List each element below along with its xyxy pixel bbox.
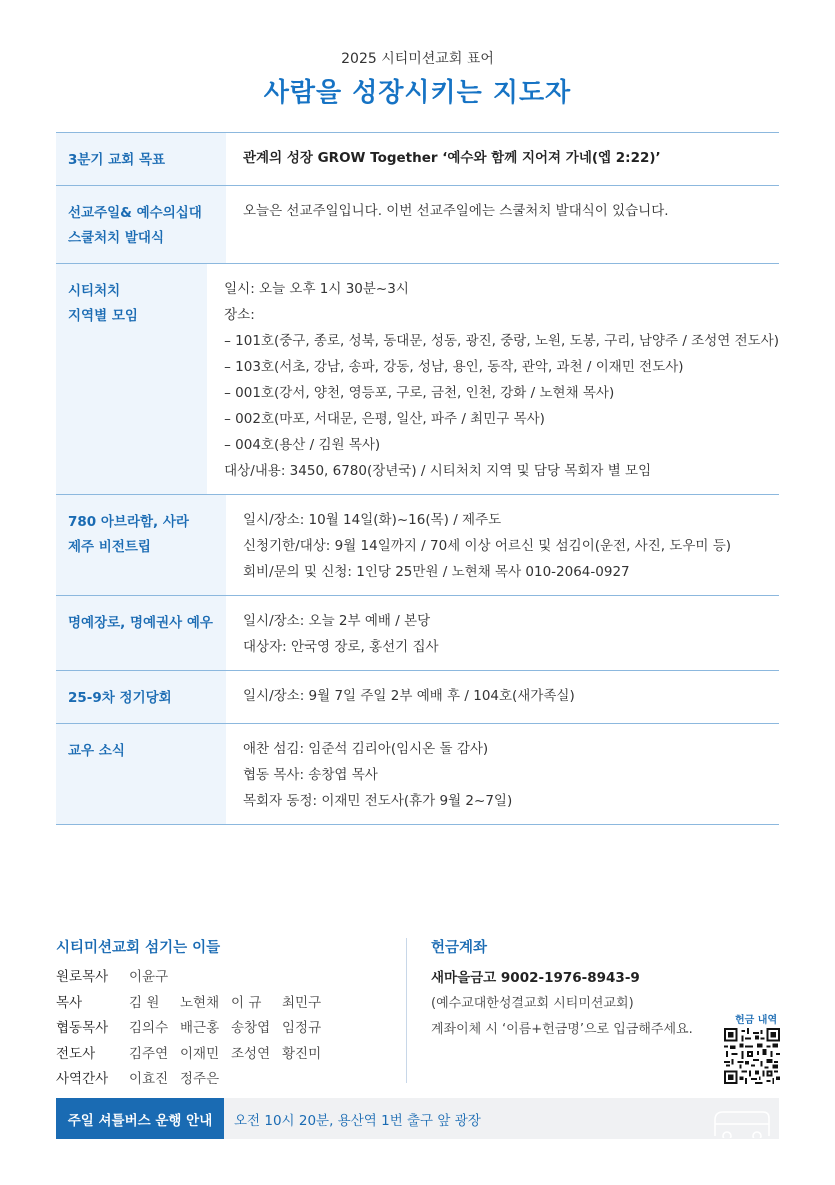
shuttle-label: 주일 셔틀버스 운행 안내 [56, 1098, 224, 1139]
staff-list [56, 965, 396, 1093]
row-label [56, 495, 226, 595]
staff-name: 김 원 [129, 994, 160, 1011]
row-content-line: 애찬 섬김: 임준석 김리아(임시온 돌 감사) [243, 741, 489, 757]
row-content-line: 대상/내용: 3450, 6780(장년국) / 시티처치 지역 및 담당 목회자 별 모임 [224, 463, 652, 479]
staff-row [56, 965, 396, 991]
account-holder: (예수교대한성결교회 시티미션교회) [431, 996, 634, 1011]
shuttle-banner [56, 1098, 779, 1139]
staff-name: 이효진 [129, 1071, 169, 1087]
staff-names [129, 1016, 333, 1042]
offering-section [431, 936, 781, 1043]
staff-role: 사역간사 [56, 1071, 109, 1087]
row-label [56, 264, 207, 494]
row-content-line: 장소: [224, 307, 255, 323]
staff-row [56, 1016, 396, 1042]
qr-code-icon[interactable] [724, 1028, 780, 1084]
table-row [56, 596, 779, 671]
row-label-line: 스쿨처치 발대식 [68, 230, 164, 246]
staff-role: 협동목사 [56, 1020, 109, 1036]
staff-names [129, 965, 180, 991]
row-content [226, 671, 779, 723]
row-content-line: – 103호(서초, 강남, 송파, 강동, 성남, 용인, 동작, 관악, 과천 / 이재민 전도사) [224, 359, 684, 375]
row-content-line: 목회자 동정: 이재민 전도사(휴가 9월 2~7일) [243, 793, 513, 809]
table-row [56, 724, 779, 825]
row-label-line: 시티처치 [68, 283, 121, 299]
row-label [56, 671, 226, 723]
row-content [226, 495, 779, 595]
row-label [56, 724, 226, 824]
account-number: 새마을금고 9002-1976-8943-9 [431, 970, 640, 986]
row-content-line: 관계의 성장 GROW Together ‘예수와 함께 지어져 가네(엡 2:22)’ [243, 150, 661, 166]
motto-caption: 2025 시티미션교회 표어 [341, 51, 494, 67]
row-content [207, 264, 779, 494]
row-content-line: – 002호(마포, 서대문, 은평, 일산, 파주 / 최민구 목사) [224, 411, 545, 427]
bus-icon [711, 1106, 773, 1138]
staff-name: 정주은 [180, 1071, 220, 1087]
footer-divider [406, 938, 407, 1083]
table-row [56, 264, 779, 495]
staff-role: 원로목사 [56, 969, 109, 985]
staff-name: 이재민 [180, 1045, 220, 1062]
transfer-note: 계좌이체 시 ‘이름+헌금명’으로 입금해주세요. [431, 1022, 693, 1037]
staff-name: 송창엽 [231, 1020, 271, 1036]
row-content [226, 186, 779, 263]
row-label [56, 596, 226, 670]
row-content-line: – 101호(중구, 종로, 성북, 동대문, 성동, 광진, 중랑, 노원, 도봉, 구리, 남양주 / 조성연 전도사) [224, 333, 779, 349]
row-label-line: 교우 소식 [68, 743, 125, 759]
table-row [56, 133, 779, 186]
staff-row [56, 991, 396, 1017]
row-content-line: 대상자: 안국영 장로, 홍선기 집사 [243, 639, 439, 655]
shuttle-info: 오전 10시 20분, 용산역 1번 출구 앞 광장 [234, 1112, 481, 1129]
row-content-line: 회비/문의 및 신청: 1인당 25만원 / 노현채 목사 010-2064-0927 [243, 564, 630, 580]
staff-names [129, 1042, 333, 1068]
row-content-line: 오늘은 선교주일입니다. 이번 선교주일에는 스쿨처치 발대식이 있습니다. [243, 203, 669, 219]
row-content-line: 일시: 오늘 오후 1시 30분~3시 [224, 281, 409, 297]
row-label-line: 25-9차 정기당회 [68, 690, 172, 706]
row-content-line: 일시/장소: 10월 14일(화)~16(목) / 제주도 [243, 512, 502, 528]
row-content [226, 133, 779, 185]
row-content-line: 일시/장소: 오늘 2부 예배 / 본당 [243, 613, 431, 629]
row-content [226, 596, 779, 670]
row-content-line: – 004호(용산 / 김원 목사) [224, 437, 381, 453]
row-label [56, 186, 226, 263]
row-content-line: 일시/장소: 9월 7일 주일 2부 예배 후 / 104호(새가족실) [243, 688, 575, 704]
staff-row [56, 1067, 396, 1093]
staff-section [56, 936, 396, 1093]
page-title: 사람을 성장시키는 지도자 [263, 78, 572, 108]
staff-name: 최민구 [282, 994, 322, 1011]
staff-row [56, 1042, 396, 1068]
row-label-line: 3분기 교회 목표 [68, 152, 166, 168]
staff-title: 시티미션교회 섬기는 이들 [56, 940, 221, 956]
table-row [56, 671, 779, 724]
offering-title: 헌금계좌 [431, 940, 488, 956]
row-content [226, 724, 779, 824]
staff-role: 전도사 [56, 1045, 96, 1062]
staff-role: 목사 [56, 994, 83, 1011]
staff-name: 배근홍 [180, 1020, 220, 1036]
table-row [56, 495, 779, 596]
row-label-line: 780 아브라함, 사라 [68, 514, 189, 530]
staff-names [129, 1067, 231, 1093]
staff-name: 김주연 [129, 1045, 169, 1062]
table-row [56, 186, 779, 264]
row-label-line: 지역별 모임 [68, 308, 138, 324]
staff-name: 김의수 [129, 1020, 169, 1036]
announcements-table [56, 132, 779, 825]
row-content-line: 신청기한/대상: 9월 14일까지 / 70세 이상 어르신 및 섬김이(운전, 사진, 도우미 등) [243, 538, 732, 554]
qr-label: 헌금 내역 [735, 1015, 778, 1026]
staff-name: 조성연 [231, 1045, 271, 1062]
row-label [56, 133, 226, 185]
staff-name: 노현채 [180, 994, 220, 1011]
row-label-line: 선교주일& 예수의십대 [68, 205, 202, 221]
staff-name: 황진미 [282, 1045, 322, 1062]
staff-name: 이윤구 [129, 969, 169, 985]
staff-name: 임정규 [282, 1020, 322, 1036]
row-label-line: 명예장로, 명예권사 예우 [68, 615, 213, 631]
row-label-line: 제주 비전트립 [68, 539, 151, 555]
row-content-line: – 001호(강서, 양천, 영등포, 구로, 금천, 인천, 강화 / 노현채 목사) [224, 385, 615, 401]
row-content-line: 협동 목사: 송창엽 목사 [243, 767, 378, 783]
staff-names [129, 991, 333, 1017]
staff-name: 이 규 [231, 994, 262, 1011]
